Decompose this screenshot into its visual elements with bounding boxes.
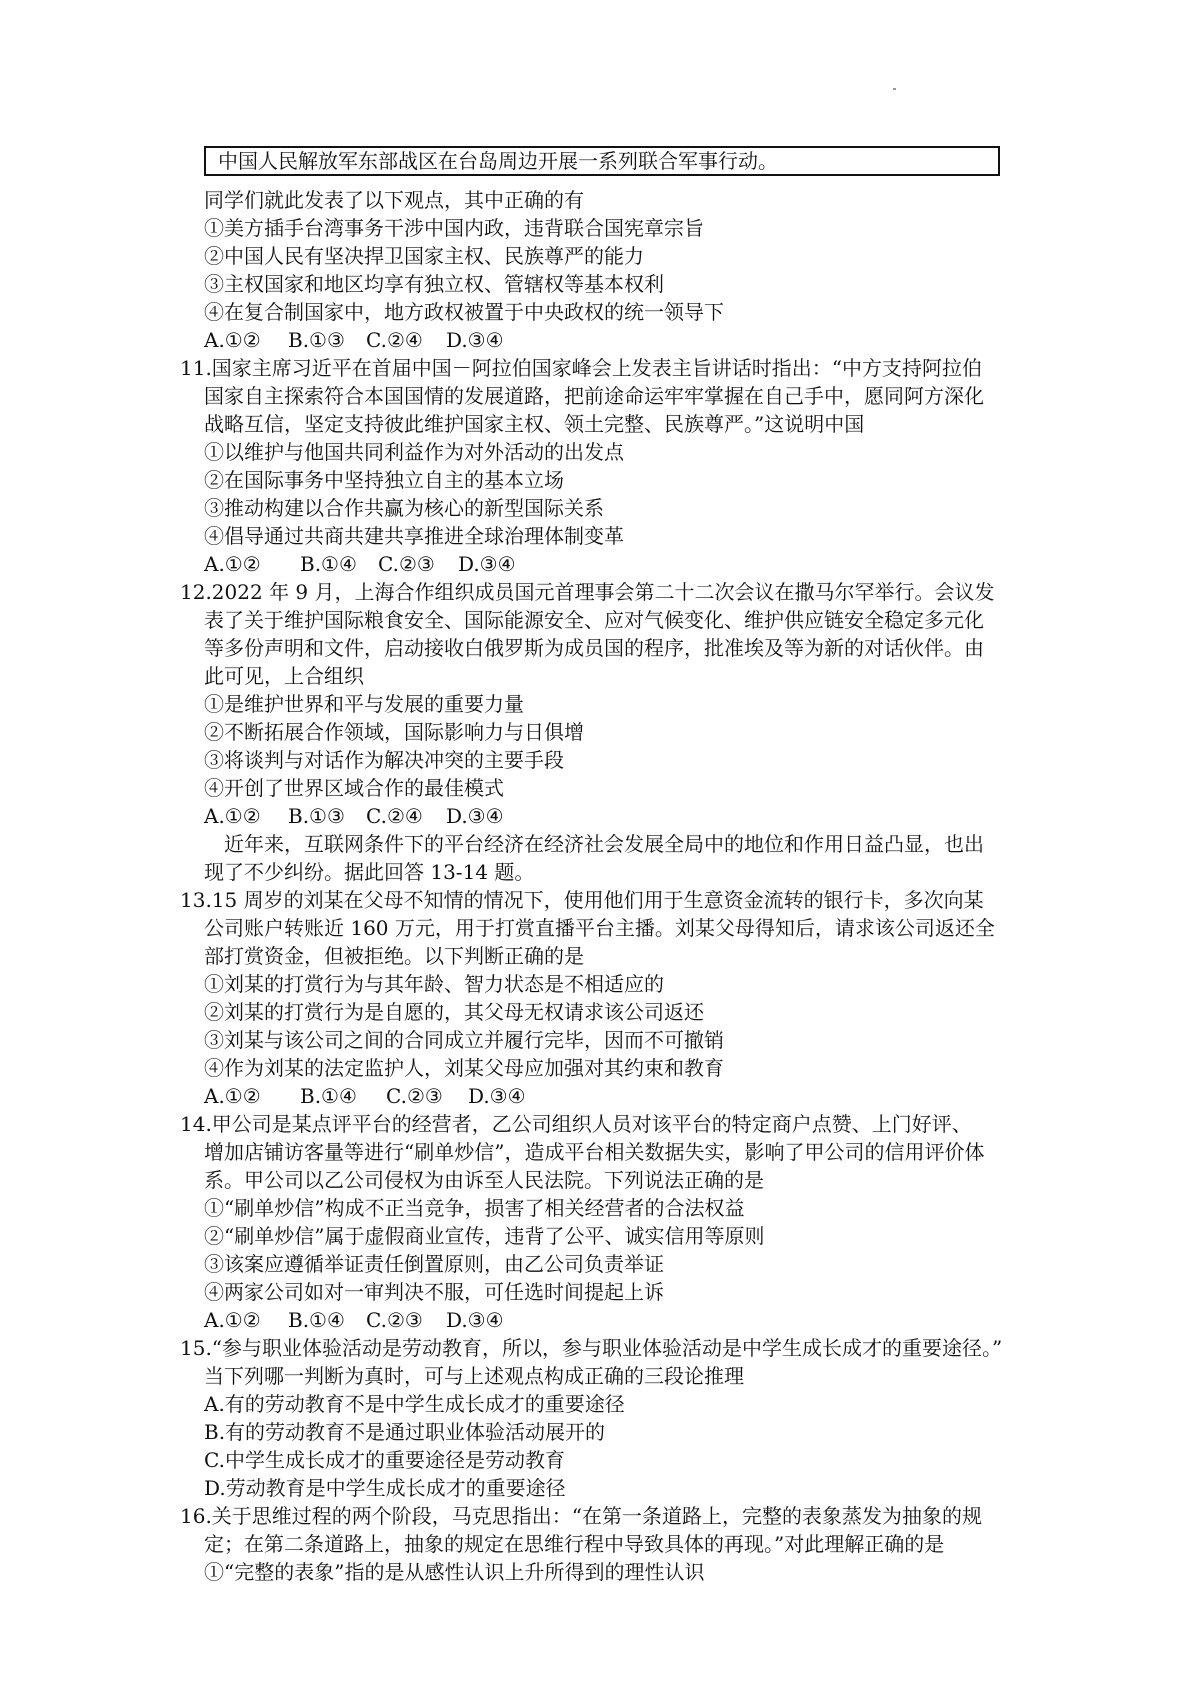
q12-choice-d: D.③④: [446, 804, 504, 828]
q14-choice-c: C.②③: [366, 1308, 423, 1332]
q11-choice-b: B.①④: [300, 552, 357, 576]
q15-option-a: A.有的劳动教育不是中学生成长成才的重要途径: [204, 1392, 625, 1416]
q15-option-d: D.劳动教育是中学生成长成才的重要途径: [204, 1476, 566, 1500]
intro-box: 中国人民解放军东部战区在台岛周边开展一系列联合军事行动。: [204, 146, 1000, 176]
q11-choice-a: A.①②: [204, 552, 261, 576]
scan-speck: [893, 88, 896, 90]
q13-stem-line-1: 13.15 周岁的刘某在父母不知情的情况下，使用他们用于生意资金流转的银行卡，多次向某: [180, 888, 984, 912]
q13-choice-b: B.①④: [300, 1084, 357, 1108]
q15-option-b: B.有的劳动教育不是通过职业体验活动展开的: [204, 1420, 606, 1444]
q11-choice-d: D.③④: [458, 552, 516, 576]
q11-statement-3: ③推动构建以合作共赢为核心的新型国际关系: [204, 496, 604, 520]
passage-line-2: 现了不少纠纷。据此回答 13-14 题。: [204, 860, 535, 884]
q13-stem-line-2: 公司账户转账近 160 万元，用于打赏直播平台主播。刘某父母得知后，请求该公司返还全: [204, 916, 995, 940]
q14-statement-2: ②“刷单炒信”属于虚假商业宣传，违背了公平、诚实信用等原则: [204, 1224, 765, 1248]
q11-stem-line-2: 国家自主探索符合本国国情的发展道路，把前途命运牢牢掌握在自己手中，愿同阿方深化: [204, 384, 984, 408]
q10-choice-d: D.③④: [446, 328, 504, 352]
q12-stem-line-4: 此可见，上合组织: [204, 664, 364, 688]
q16-statement-1: ①“完整的表象”指的是从感性认识上升所得到的理性认识: [204, 1560, 705, 1584]
q13-choice-c: C.②③: [386, 1084, 443, 1108]
q13-choices: [204, 1082, 526, 1110]
q16-stem-line-1: 16.关于思维过程的两个阶段，马克思指出：“在第一条道路上，完整的表象蒸发为抽象的规: [180, 1504, 983, 1528]
q13-choice-a: A.①②: [204, 1084, 261, 1108]
q11-statement-2: ②在国际事务中坚持独立自主的基本立场: [204, 468, 564, 492]
q14-choice-b: B.①④: [288, 1308, 345, 1332]
q13-choice-d: D.③④: [468, 1084, 526, 1108]
q12-choice-c: C.②④: [366, 804, 423, 828]
q11-choices: [204, 550, 516, 578]
q12-stem-line-1: 12.2022 年 9 月，上海合作组织成员国元首理事会第二十二次会议在撒马尔罕举行。会议发: [180, 580, 995, 604]
q14-choice-a: A.①②: [204, 1308, 261, 1332]
q12-stem-line-3: 等多份声明和文件，启动接收白俄罗斯为成员国的程序，批准埃及等为新的对话伙伴。由: [204, 636, 984, 660]
passage-line-1: 近年来，互联网条件下的平台经济在经济社会发展全局中的地位和作用日益凸显，也出: [224, 832, 984, 856]
q13-stem-line-3: 部打赏资金，但被拒绝。以下判断正确的是: [204, 944, 584, 968]
q11-choice-c: C.②③: [378, 552, 435, 576]
q10-statement-2: ②中国人民有坚决捍卫国家主权、民族尊严的能力: [204, 244, 644, 268]
q14-statement-4: ④两家公司如对一审判决不服，可任选时间提起上诉: [204, 1280, 664, 1304]
q12-statement-2: ②不断拓展合作领域，国际影响力与日俱增: [204, 720, 584, 744]
q15-stem-line-1: 15.“参与职业体验活动是劳动教育，所以，参与职业体验活动是中学生成长成才的重要途径。”: [180, 1336, 1003, 1360]
q10-stem: 同学们就此发表了以下观点，其中正确的有: [204, 188, 584, 212]
q10-statement-4: ④在复合制国家中，地方政权被置于中央政权的统一领导下: [204, 300, 724, 324]
q15-option-c: C.中学生成长成才的重要途径是劳动教育: [204, 1448, 565, 1472]
q10-statement-1: ①美方插手台湾事务干涉中国内政，违背联合国宪章宗旨: [204, 216, 704, 240]
q14-choice-d: D.③④: [446, 1308, 504, 1332]
q14-stem-line-2: 增加店铺访客量等进行“刷单炒信”，造成平台相关数据失实，影响了甲公司的信用评价体: [204, 1140, 985, 1164]
q10-choice-c: C.②④: [366, 328, 423, 352]
q14-choices: [204, 1306, 504, 1334]
q11-statement-1: ①以维护与他国共同利益作为对外活动的出发点: [204, 440, 624, 464]
q11-stem-line-1: 11.国家主席习近平在首届中国－阿拉伯国家峰会上发表主旨讲话时指出：“中方支持阿拉伯: [180, 356, 983, 380]
q13-statement-2: ②刘某的打赏行为是自愿的，其父母无权请求该公司返还: [204, 1000, 704, 1024]
q12-statement-1: ①是维护世界和平与发展的重要力量: [204, 692, 524, 716]
q10-statement-3: ③主权国家和地区均享有独立权、管辖权等基本权利: [204, 272, 664, 296]
q14-stem-line-1: 14.甲公司是某点评平台的经营者，乙公司组织人员对该平台的特定商户点赞、上门好评、: [180, 1112, 972, 1136]
q12-choices: [204, 802, 504, 830]
q12-stem-line-2: 表了关于维护国际粮食安全、国际能源安全、应对气候变化、维护供应链安全稳定多元化: [204, 608, 984, 632]
q12-statement-4: ④开创了世界区域合作的最佳模式: [204, 776, 504, 800]
q15-stem-line-2: 当下列哪一判断为真时，可与上述观点构成正确的三段论推理: [204, 1364, 744, 1388]
q11-stem-line-3: 战略互信，坚定支持彼此维护国家主权、领土完整、民族尊严。”这说明中国: [204, 412, 865, 436]
q10-choice-b: B.①③: [288, 328, 345, 352]
q10-choice-a: A.①②: [204, 328, 261, 352]
q13-statement-4: ④作为刘某的法定监护人，刘某父母应加强对其约束和教育: [204, 1056, 724, 1080]
q14-statement-1: ①“刷单炒信”构成不正当竞争，损害了相关经营者的合法权益: [204, 1196, 745, 1220]
q13-statement-1: ①刘某的打赏行为与其年龄、智力状态是不相适应的: [204, 972, 664, 996]
q16-stem-line-2: 定；在第二条道路上，抽象的规定在思维行程中导致具体的再现。”对此理解正确的是: [204, 1532, 945, 1556]
q13-statement-3: ③刘某与该公司之间的合同成立并履行完毕，因而不可撤销: [204, 1028, 724, 1052]
q14-stem-line-3: 系。甲公司以乙公司侵权为由诉至人民法院。下列说法正确的是: [204, 1168, 764, 1192]
q12-choice-b: B.①③: [288, 804, 345, 828]
q12-statement-3: ③将谈判与对话作为解决冲突的主要手段: [204, 748, 564, 772]
q10-choices: [204, 326, 504, 354]
q14-statement-3: ③该案应遵循举证责任倒置原则，由乙公司负责举证: [204, 1252, 664, 1276]
q11-statement-4: ④倡导通过共商共建共享推进全球治理体制变革: [204, 524, 624, 548]
q12-choice-a: A.①②: [204, 804, 261, 828]
